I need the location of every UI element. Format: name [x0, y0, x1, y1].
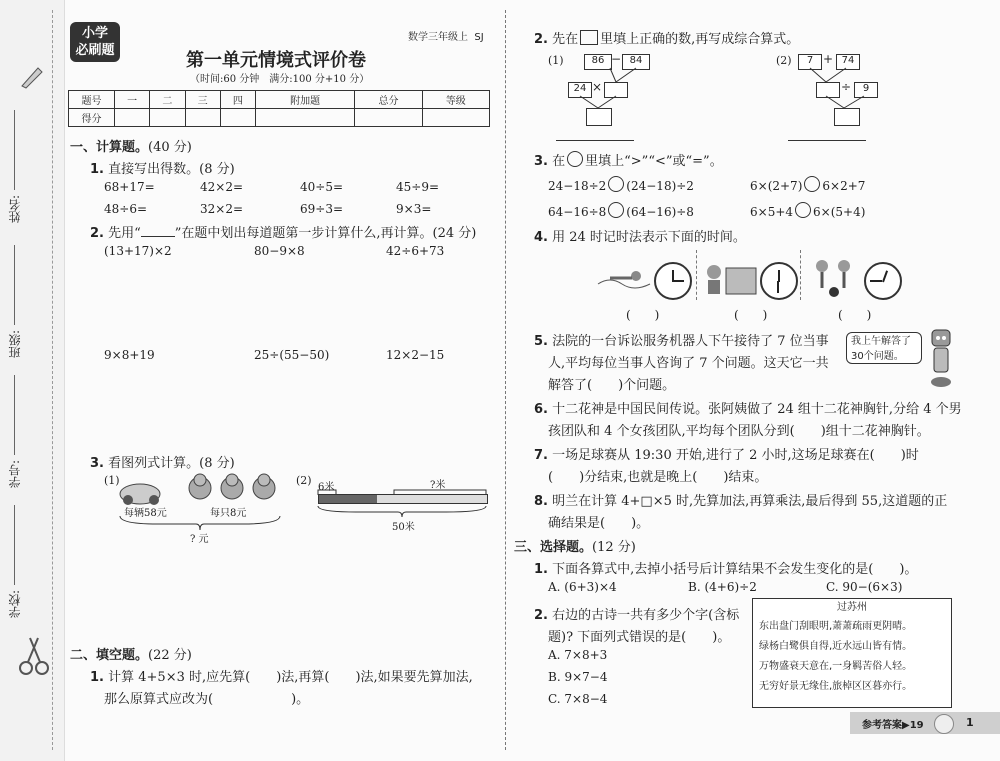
question-text: 先在	[552, 32, 579, 47]
score-cell: 二	[150, 91, 185, 109]
poem-line: 万物盛衰天意在,一身羁苦俗人轻。	[759, 661, 913, 672]
s2-q1-line1	[90, 666, 473, 685]
s2-q5-line1	[534, 330, 829, 349]
question-text: 在	[552, 154, 566, 169]
class-line	[14, 245, 15, 325]
question-number: 1.	[534, 562, 548, 577]
question-text: 计算 4+5×3 时,应先算( )法,再算( )法,如果要先算加法,	[108, 670, 473, 685]
calc-item: 69÷3=	[300, 202, 344, 216]
panel-divider	[696, 250, 697, 300]
poem-line: 东出盘门刮眼明,萧萧疏雨更阴晴。	[759, 621, 913, 632]
number-box: 86	[584, 54, 612, 70]
operator: ×	[591, 80, 603, 94]
compare-item	[548, 202, 694, 219]
calc-item: 9×3=	[396, 202, 432, 216]
answer-line[interactable]	[556, 140, 634, 141]
score-input[interactable]	[355, 109, 422, 127]
panel-divider	[800, 250, 801, 300]
tree-lines	[560, 66, 660, 110]
class-label: 班级:	[8, 330, 22, 359]
question-text: 十二花神是中国民间传说。张阿姨做了 24 组十二花神胸针,分给 4 个男	[552, 402, 962, 417]
calc-item: 45÷9=	[396, 180, 440, 194]
score-cell: 三	[185, 91, 220, 109]
compare-item	[750, 176, 865, 193]
time-answer-blank[interactable]: ( )	[626, 308, 660, 322]
section1-heading	[70, 136, 192, 155]
tree-lines	[800, 66, 900, 110]
calc-item: 40÷5=	[300, 180, 344, 194]
binding-strip	[0, 0, 65, 761]
compare-left: 6×5+4	[750, 205, 794, 219]
s2-q6-line1	[534, 398, 962, 417]
line-segment-bar	[318, 494, 488, 504]
compare-right: 6×(5+4)	[813, 205, 866, 219]
s2-q5-line3: 解答了( )个问题。	[548, 378, 676, 393]
number-line	[14, 375, 15, 455]
s2-q8-line2: 确结果是( )。	[548, 516, 650, 531]
s2-q7-line2: ( )分结束,也就是晚上( )结束。	[548, 470, 768, 485]
operator: +	[822, 52, 834, 66]
score-cell: 得分	[69, 109, 115, 127]
logo-line-2: 必刷题	[75, 43, 115, 58]
score-cell: 等级	[422, 91, 489, 109]
answer-reference[interactable]: 参考答案▶19	[862, 720, 924, 731]
football-players-illustration	[810, 258, 860, 298]
s3-q2-line2: 题)? 下面列式错误的是( )。	[548, 630, 731, 645]
section2-points: (22 分)	[148, 648, 192, 663]
number-box: 84	[622, 54, 650, 70]
sub-label: (2)	[776, 54, 792, 67]
score-cell: 总分	[355, 91, 422, 109]
score-table	[68, 90, 490, 127]
calc-item: 42×2=	[200, 180, 244, 194]
clock-icon	[864, 262, 902, 300]
s1-q2-stem	[90, 222, 476, 241]
school-line	[14, 505, 15, 585]
section2-title: 二、填空题。	[70, 648, 149, 663]
question-text: 法院的一台诉讼服务机器人下午接待了 7 位当事	[552, 334, 829, 349]
pencil-icon	[18, 62, 46, 90]
score-input[interactable]	[150, 109, 185, 127]
compare-circle[interactable]	[608, 202, 624, 218]
name-label: 姓名:	[8, 195, 22, 224]
s2-q1-line2: 那么原算式应改为( )。	[104, 692, 310, 707]
option-a[interactable]: A. (6+3)×4	[548, 580, 617, 594]
question-text: 里填上“>”“<”或“=”。	[585, 154, 723, 169]
circle-symbol	[567, 151, 583, 167]
cut-line	[52, 10, 53, 750]
score-input[interactable]	[256, 109, 355, 127]
score-input[interactable]	[220, 109, 255, 127]
sub-label: (1)	[104, 474, 120, 487]
question-text: ”在题中划出每道题第一步计算什么,再计算。(24 分)	[174, 226, 477, 241]
expr-item: 25÷(55−50)	[254, 348, 330, 362]
answer-box[interactable]	[586, 108, 612, 126]
scissors-icon	[16, 632, 52, 680]
brand-logo	[70, 22, 120, 62]
compare-right: (24−18)÷2	[626, 179, 694, 193]
compare-item	[548, 176, 694, 193]
clock-icon	[654, 262, 692, 300]
name-line	[14, 110, 15, 190]
time-answer-blank[interactable]: ( )	[838, 308, 872, 322]
total-question-label: ? 元	[190, 534, 209, 545]
bar-dark-part	[319, 495, 377, 503]
speech-bubble	[846, 332, 922, 364]
time-answer-blank[interactable]: ( )	[734, 308, 768, 322]
page-number: 1	[966, 716, 974, 729]
question-number: 2.	[534, 608, 548, 623]
question-number: 4.	[534, 230, 548, 245]
score-cell: 附加题	[256, 91, 355, 109]
score-input[interactable]	[185, 109, 220, 127]
s3-q2-line1	[534, 604, 739, 623]
question-number: 2.	[90, 226, 104, 241]
answer-box[interactable]	[834, 108, 860, 126]
s1-q3-stem	[90, 452, 235, 471]
question-text: 明兰在计算 4+□×5 时,先算加法,再算乘法,最后得到 55,这道题的正	[552, 494, 948, 509]
section3-points: (12 分)	[592, 540, 636, 555]
number-label: 学号:	[8, 460, 22, 489]
time-info: （时间:60 分钟 满分:100 分+10 分）	[190, 74, 370, 85]
expr-item: 42÷6+73	[386, 244, 445, 258]
bottom-brace	[316, 504, 490, 518]
operator: ÷	[840, 80, 852, 94]
logo-line-1: 小学	[81, 26, 108, 41]
number-box: 24	[568, 82, 592, 98]
sub-label: (1)	[548, 54, 564, 67]
total-length-label: 50米	[392, 522, 415, 533]
score-cell: 四	[220, 91, 255, 109]
s3-q1-stem	[534, 558, 917, 577]
vehicle-price-label: 每辆58元	[124, 508, 167, 519]
compare-circle[interactable]	[608, 176, 624, 192]
bear-price-label: 每只8元	[210, 508, 247, 519]
compare-left: 6×(2+7)	[750, 179, 803, 193]
s2-q8-line1	[534, 490, 947, 509]
compare-right: (64−16)÷8	[626, 205, 694, 219]
question-number: 6.	[534, 402, 548, 417]
s2-q6-line2: 孩团队和 4 个女孩团队,平均每个团队分到( )组十二花神胸针。	[548, 424, 930, 439]
bubble-line: 我上午解答了	[851, 336, 911, 347]
compare-circle[interactable]	[795, 202, 811, 218]
piano-player-illustration	[704, 262, 758, 300]
score-input[interactable]	[422, 109, 489, 127]
calc-item: 32×2=	[200, 202, 244, 216]
bubble-line: 30个问题。	[851, 351, 904, 362]
edition-text: SJ	[474, 32, 484, 43]
poem-line: 绿杨白鹭俱自得,近水远山皆有情。	[759, 641, 913, 652]
score-value-row	[69, 109, 490, 127]
question-number: 5.	[534, 334, 548, 349]
question-text: 看图列式计算。(8 分)	[108, 456, 235, 471]
operator: −	[610, 52, 622, 66]
calc-item: 48÷6=	[104, 202, 148, 216]
question-number: 7.	[534, 448, 548, 463]
compare-right: 6×2+7	[822, 179, 866, 193]
box-symbol	[580, 30, 598, 45]
expr-item: 12×2−15	[386, 348, 445, 362]
option-b[interactable]: B. (4+6)÷2	[688, 580, 757, 594]
question-text: 直接写出得数。(8 分)	[108, 162, 235, 177]
calc-item: 68+17=	[104, 180, 155, 194]
number-box: 7	[798, 54, 822, 70]
poem-line: 无穷好景无缘住,旅棹区区暮亦行。	[759, 681, 913, 692]
question-text: 下面各算式中,去掉小括号后计算结果不会发生变化的是( )。	[552, 562, 918, 577]
question-number: 3.	[534, 154, 548, 169]
question-text: 用 24 时记时法表示下面的时间。	[552, 230, 746, 245]
option-b[interactable]: B. 9×7−4	[548, 670, 608, 684]
page-title: 第一单元情境式评价卷	[186, 50, 366, 71]
clock-icon	[760, 262, 798, 300]
s2-q2-stem	[534, 28, 799, 47]
question-number: 8.	[534, 494, 548, 509]
page-divider	[505, 10, 506, 750]
answer-line[interactable]	[788, 140, 866, 141]
question-text: 里填上正确的数,再写成综合算式。	[600, 32, 800, 47]
magnifier-icon	[934, 714, 954, 734]
option-c[interactable]: C. 90−(6×3)	[826, 580, 903, 594]
poem-title: 过苏州	[837, 602, 867, 613]
expr-item: (13+17)×2	[104, 244, 172, 258]
swimmer-illustration	[596, 266, 652, 292]
poem-box	[752, 598, 952, 708]
subject-text: 数学三年级上	[408, 32, 468, 43]
segment-a-label: 6米	[318, 482, 335, 493]
s2-q7-line1	[534, 444, 919, 463]
school-label: 学校:	[8, 590, 22, 619]
vehicle-and-bears-illustration	[118, 470, 288, 506]
number-box: 74	[836, 54, 860, 70]
s2-q3-stem	[534, 150, 723, 169]
question-text: 右边的古诗一共有多少个字(含标	[552, 608, 740, 623]
score-cell: 一	[115, 91, 150, 109]
question-number: 2.	[534, 32, 548, 47]
expr-item: 80−9×8	[254, 244, 305, 258]
compare-item	[750, 202, 865, 219]
section1-title: 一、计算题。	[70, 140, 149, 155]
question-number: 1.	[90, 162, 104, 177]
expr-item: 9×8+19	[104, 348, 155, 362]
section2-heading	[70, 644, 192, 663]
s1-q1-stem	[90, 158, 235, 177]
option-c[interactable]: C. 7×8−4	[548, 692, 608, 706]
question-text: 先用“	[108, 226, 141, 241]
s2-q4-stem	[534, 226, 746, 245]
score-input[interactable]	[115, 109, 150, 127]
segment-b-label: ?米	[430, 480, 446, 491]
compare-left: 64−16÷8	[548, 205, 607, 219]
number-box: 9	[854, 82, 878, 98]
question-text: 一场足球赛从 19:30 开始,进行了 2 小时,这场足球赛在( )时	[552, 448, 919, 463]
robot-illustration	[926, 326, 956, 390]
s2-q5-line2: 人,平均每位当事人咨询了 7 个问题。这天它一共	[548, 356, 829, 371]
section3-heading	[514, 536, 636, 555]
score-cell: 题号	[69, 91, 115, 109]
underline-mark	[141, 236, 175, 237]
section3-title: 三、选择题。	[514, 540, 593, 555]
question-number: 1.	[90, 670, 104, 685]
compare-circle[interactable]	[804, 176, 820, 192]
section1-points: (40 分)	[148, 140, 192, 155]
subject-label	[408, 28, 484, 43]
score-header-row	[69, 91, 490, 109]
question-number: 3.	[90, 456, 104, 471]
compare-left: 24−18÷2	[548, 179, 607, 193]
option-a[interactable]: A. 7×8+3	[548, 648, 608, 662]
sub-label: (2)	[296, 474, 312, 487]
